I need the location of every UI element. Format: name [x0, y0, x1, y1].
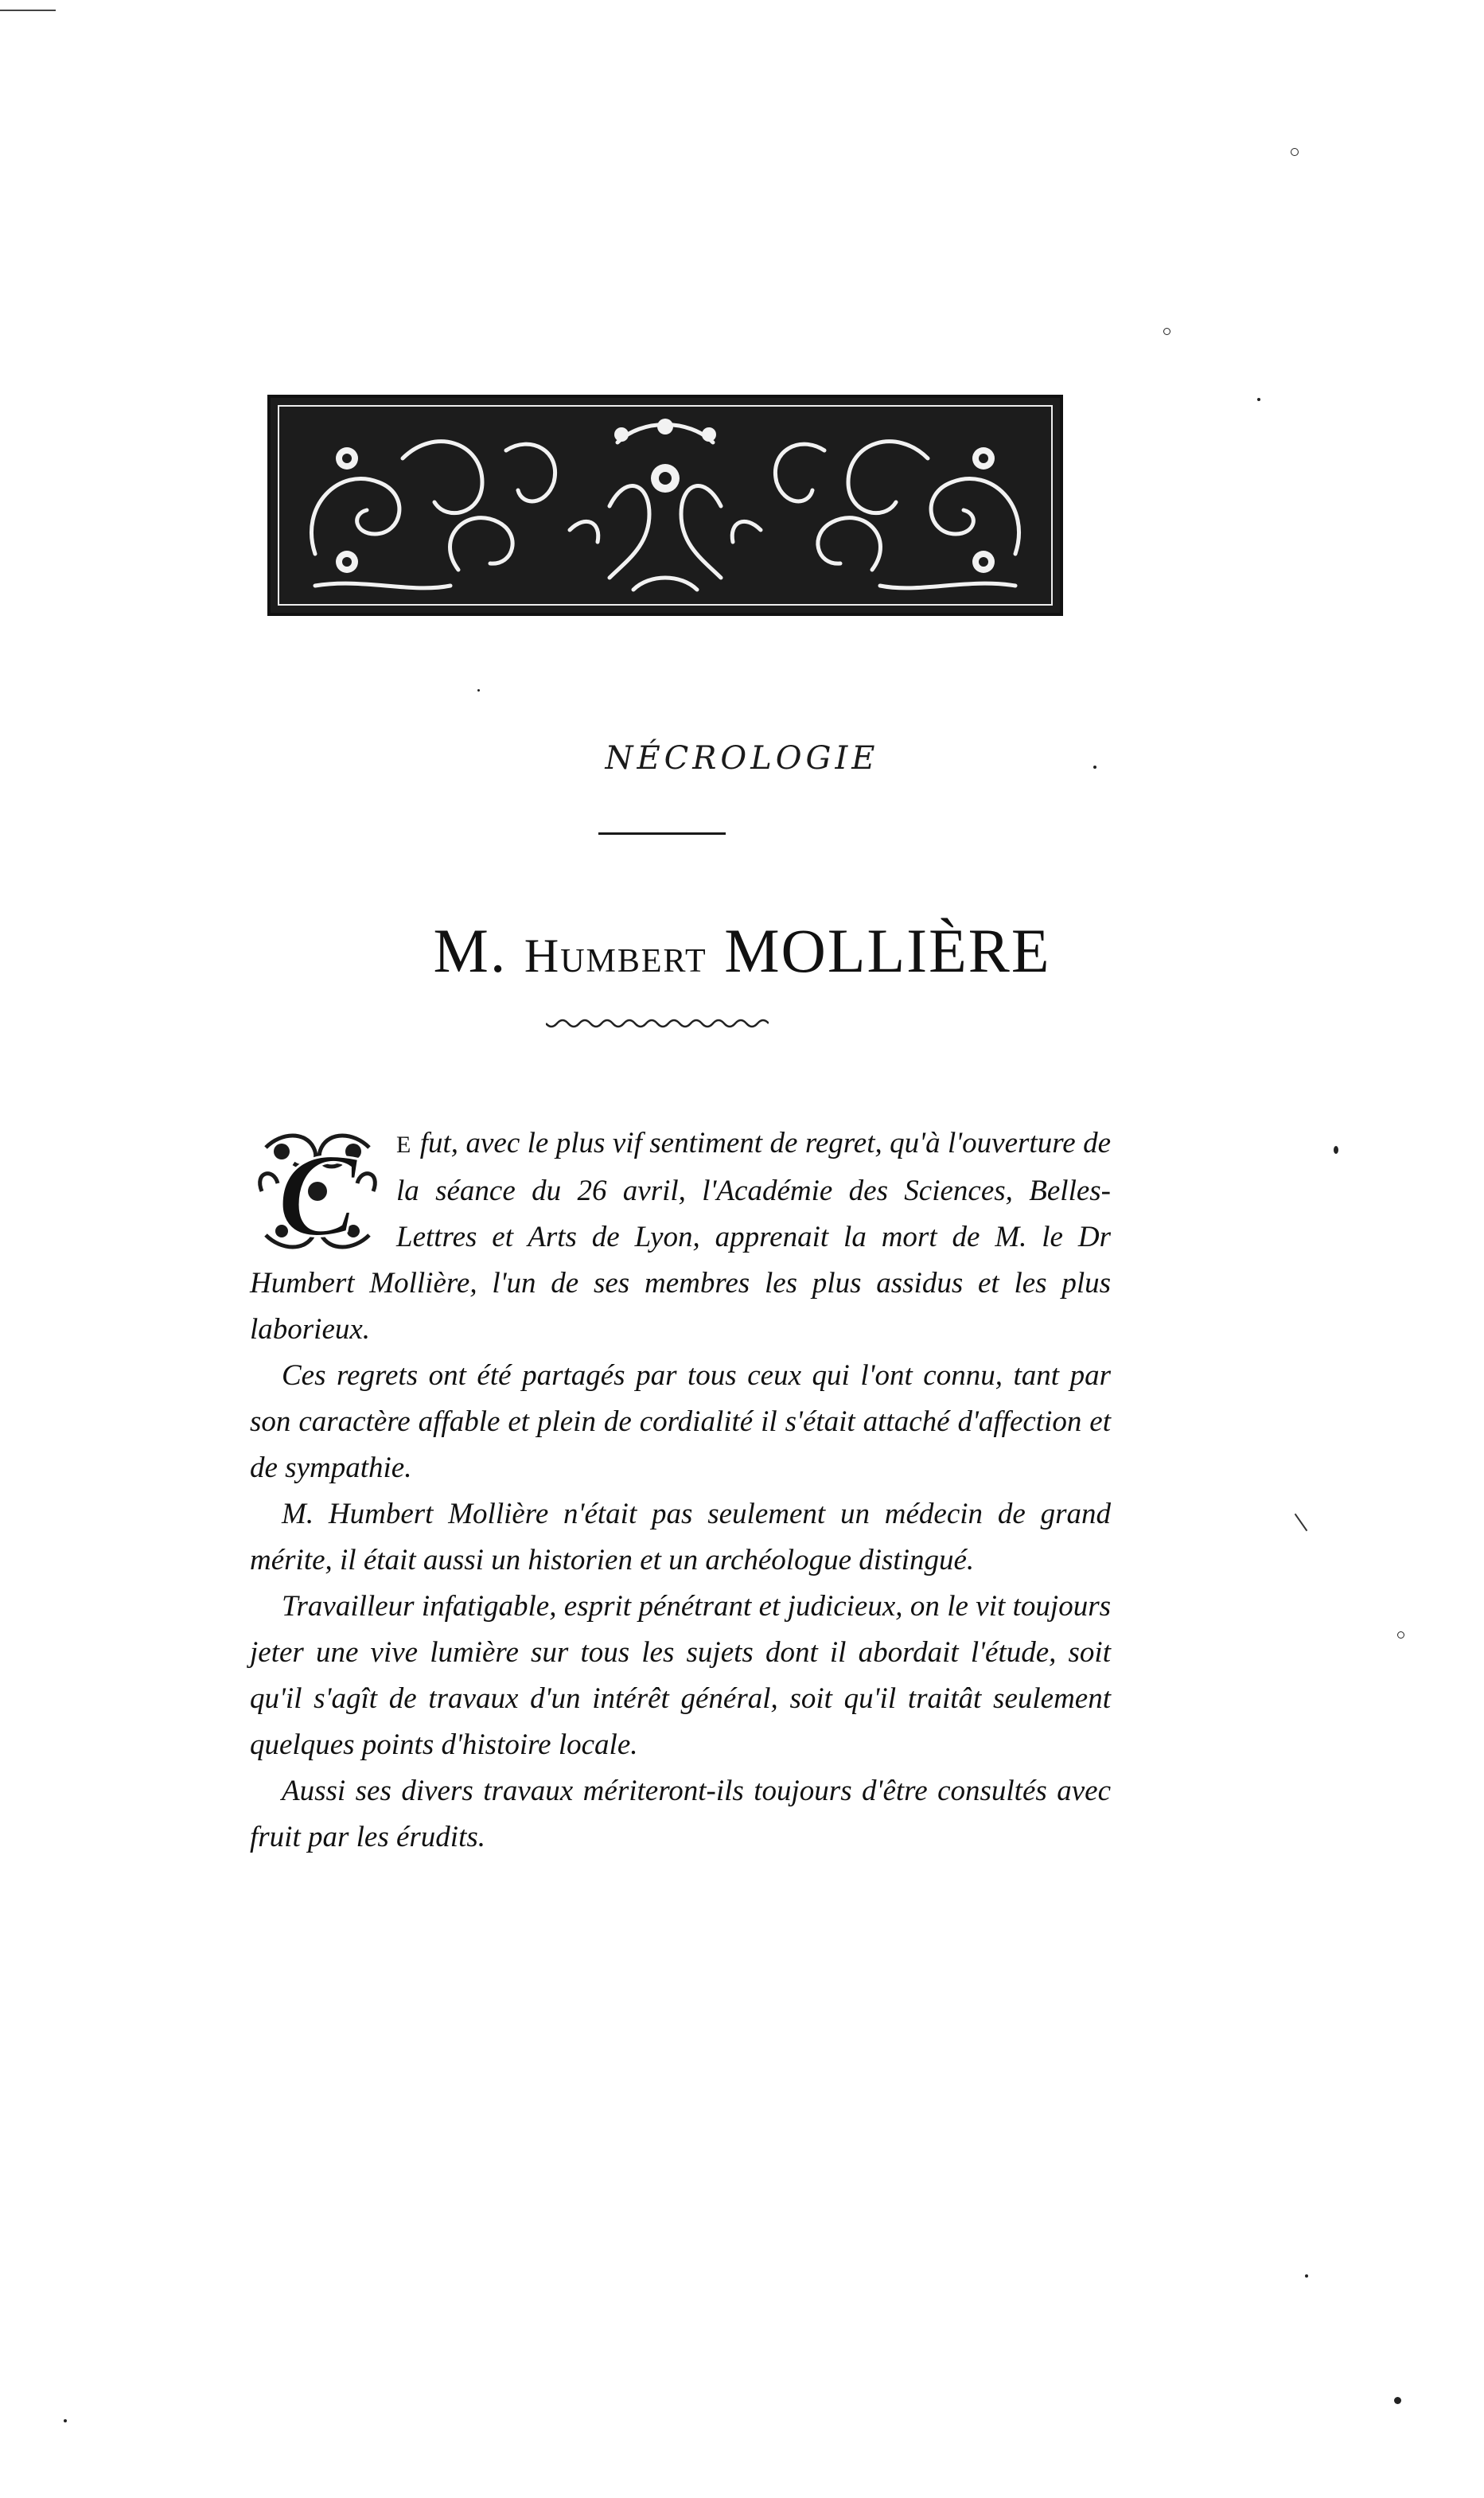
paragraph-4: Travailleur infatigable, esprit pénétrant et judicieux, on le vit toujours jeter une vive lumière sur tous les sujets dont il abordait l'étude, soit qu'il s'agît de travaux d'un intérêt général, soit qu'il traitât seulement quelques points d'histoire locale. [250, 1590, 1111, 1761]
title-family-name: MOLLIÈRE [724, 916, 1051, 985]
scan-speck [1093, 766, 1096, 769]
ornamental-dropcap [250, 1124, 385, 1259]
dropcap-continuation: E [396, 1132, 413, 1158]
title-given-name: Humbert [524, 929, 707, 982]
scan-speck [64, 2419, 67, 2422]
article-body [250, 1120, 1111, 1861]
scan-edge-mark [0, 10, 56, 11]
paragraph-1-text: fut, avec le plus vif sentiment de regret, qu'à l'ouverture de la séance du 26 avril, l'Académie des Sciences, Belles-Lettres et Arts de Lyon, apprenait la mort de M. le Dr Humbert Mollière, l'un de ses membres les plus assidus et les plus laborieux. [250, 1127, 1111, 1346]
scan-speck [1291, 148, 1299, 156]
section-heading: NÉCROLOGIE [605, 740, 879, 777]
title-prefix: M. [433, 916, 508, 985]
scan-speck [1394, 2397, 1401, 2404]
paragraph-3: M. Humbert Mollière n'était pas seulement un médecin de grand mérite, il était aussi un historien et un archéologue distingué. [250, 1498, 1111, 1576]
scan-speck [1397, 1631, 1404, 1639]
ornamental-wavy-rule [546, 1019, 769, 1031]
paragraph-5: Aussi ses divers travaux mériteront-ils toujours d'être consultés avec fruit par les érudits. [250, 1775, 1111, 1853]
scan-speck [477, 689, 480, 692]
scan-speck [1163, 328, 1170, 335]
article-title [0, 915, 1484, 987]
scan-stroke [1295, 1514, 1308, 1531]
paragraph-1 [250, 1120, 1111, 1353]
scan-speck [1305, 2274, 1308, 2278]
scan-speck [1257, 398, 1260, 401]
scan-speck [1334, 1146, 1338, 1154]
paragraph-2: Ces regrets ont été partagés par tous ceux qui l'ont connu, tant par son caractère affable et plein de cordialité il s'était attaché d'affection et de sympathie. [250, 1359, 1111, 1484]
dropcap-letter: C [277, 1129, 358, 1259]
ornamental-headpiece [267, 395, 1063, 616]
title-rule [598, 832, 726, 835]
